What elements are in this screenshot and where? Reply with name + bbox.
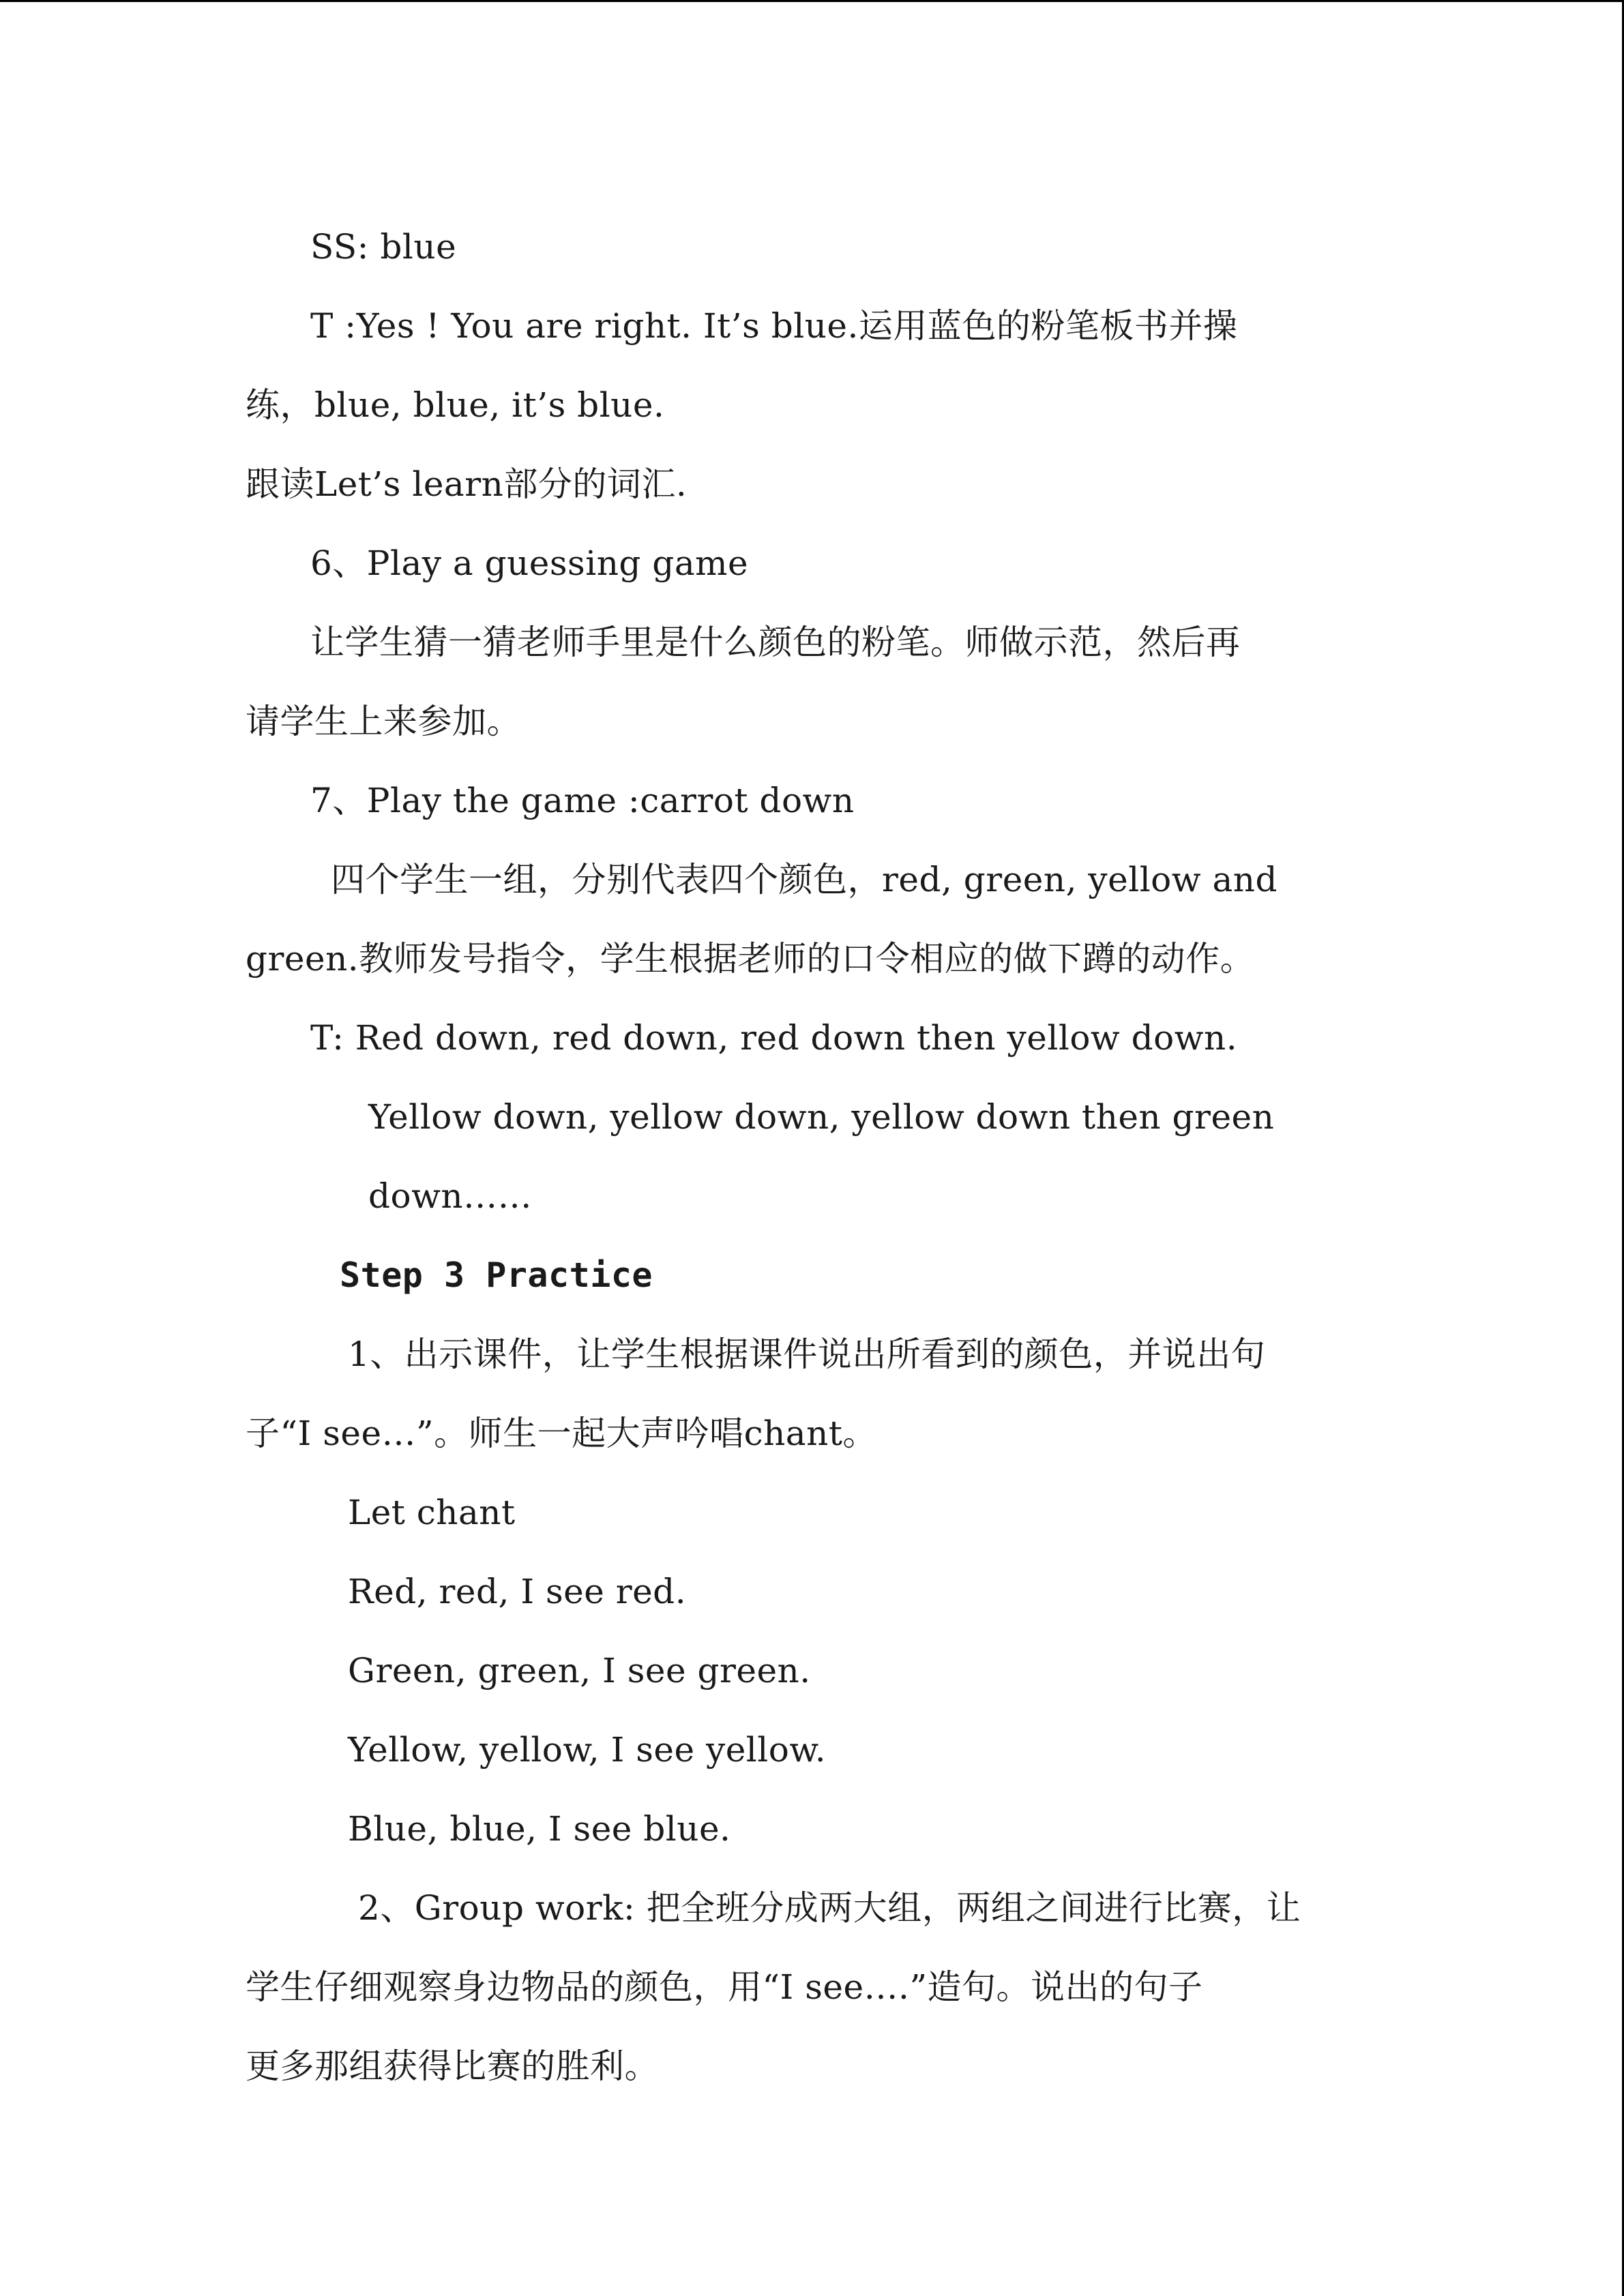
text-line-teacher-command: green.教师发号指令，学生根据老师的口令相应的做下蹲的动作。: [246, 939, 1255, 979]
text-line-observe-colors: 学生仔细观察身边物品的颜色，用“I see….”造句。说出的句子: [246, 1967, 1203, 2007]
text-line-winner: 更多那组获得比赛的胜利。: [246, 2046, 659, 2086]
text-line-practice-1: 1、出示课件，让学生根据课件说出所看到的颜色，并说出句: [348, 1335, 1266, 1374]
text-line-step-7: 7、Play the game :carrot down: [310, 781, 855, 820]
text-line-step-6: 6、Play a guessing game: [310, 543, 749, 583]
text-line-invite-students: 请学生上来参加。: [246, 702, 521, 741]
text-line-drill-blue: 练，blue, blue, it’s blue.: [246, 385, 665, 425]
section-heading-practice: Step 3 Practice: [340, 1255, 653, 1295]
text-line-teacher-yes: T :Yes ! You are right. It’s blue.运用蓝色的粉笔板书并操: [310, 306, 1238, 346]
chant-line-blue: Blue, blue, I see blue.: [348, 1809, 731, 1849]
chant-line-green: Green, green, I see green.: [348, 1651, 811, 1690]
text-line-four-students: 四个学生一组，分别代表四个颜色，red, green, yellow and: [331, 860, 1278, 899]
text-line-let-chant: Let chant: [348, 1493, 516, 1532]
text-line-red-down: T: Red down, red down, red down then yellow down.: [310, 1018, 1238, 1058]
text-line-yellow-down: Yellow down, yellow down, yellow down then green: [368, 1097, 1275, 1137]
chant-line-yellow: Yellow, yellow, I see yellow.: [348, 1730, 827, 1770]
text-line-i-see-chant: 子“I see…”。师生一起大声吟唱chant。: [246, 1414, 877, 1453]
top-border: [0, 0, 1624, 2]
text-line-group-work: 2、Group work: 把全班分成两大组，两组之间进行比赛，让: [358, 1888, 1301, 1928]
text-line-follow-read: 跟读Let’s learn部分的词汇.: [246, 464, 688, 504]
text-line-down-ellipsis: down……: [368, 1176, 533, 1216]
text-line-guess-chalk: 让学生猜一猜老师手里是什么颜色的粉笔。师做示范，然后再: [310, 623, 1241, 662]
chant-line-red: Red, red, I see red.: [348, 1572, 687, 1611]
text-line-ss-blue: SS: blue: [310, 227, 457, 267]
